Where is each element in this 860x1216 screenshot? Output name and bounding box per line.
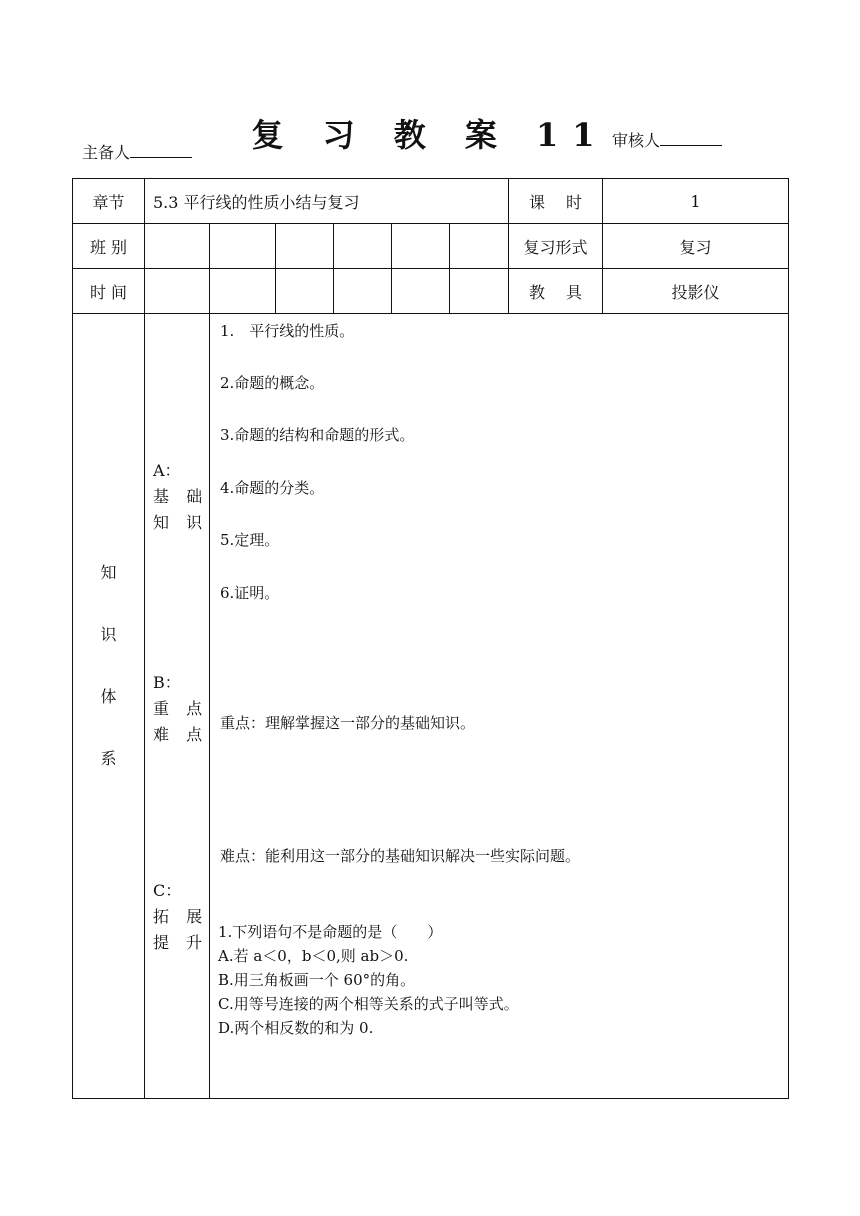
category-b-line2: 难 点: [153, 725, 209, 744]
category-c-line2: 提 升: [153, 933, 209, 952]
category-c: [153, 878, 208, 956]
class-cell: [392, 224, 450, 269]
category-a-label: A：: [153, 461, 181, 480]
tools-value: 投影仪: [603, 269, 789, 314]
category-column: [145, 314, 210, 1099]
section-char: 知: [100, 563, 117, 582]
chapter-label: 章节: [73, 179, 145, 224]
lesson-plan-table: [72, 178, 789, 1099]
chapter-row: [73, 179, 789, 224]
class-cell: [334, 224, 392, 269]
category-b-label: B：: [153, 673, 181, 692]
reviewer-field: [612, 128, 722, 151]
exercise-option: B.用三角板画一个 60°的角。: [218, 971, 416, 989]
content-column: [210, 314, 789, 1099]
class-label: 班 别: [73, 224, 145, 269]
class-cell: [145, 224, 210, 269]
period-label: 课 时: [509, 179, 603, 224]
category-b-line1: 重 点: [153, 699, 209, 718]
time-row: [73, 269, 789, 314]
category-a-line1: 基 础: [153, 487, 209, 506]
basic-item: 4.命题的分类。: [220, 479, 325, 497]
basic-item: 2.命题的概念。: [220, 374, 325, 392]
category-a-line2: 知 识: [153, 513, 209, 532]
category-a: [153, 458, 208, 536]
time-cell: [276, 269, 334, 314]
section-char: 体: [100, 687, 117, 706]
basic-item: 6.证明。: [220, 584, 280, 602]
reviewer-label: 审核人: [612, 131, 661, 150]
exercise-block: [218, 920, 519, 1040]
exercise-option: C.用等号连接的两个相等关系的式子叫等式。: [218, 995, 519, 1013]
page-title: 复 习 教 案 11: [251, 116, 609, 154]
time-cell: [334, 269, 392, 314]
review-form-value: 复习: [603, 224, 789, 269]
section-char: 系: [100, 749, 117, 768]
category-c-label: C：: [153, 881, 182, 900]
preparer-label: 主备人: [82, 143, 131, 162]
section-char: 识: [100, 625, 117, 644]
review-form-label: 复习形式: [509, 224, 603, 269]
time-cell: [145, 269, 210, 314]
class-row: [73, 224, 789, 269]
class-cell: [450, 224, 509, 269]
exercise-question: 1.下列语句不是命题的是（ ）: [218, 923, 443, 941]
time-cell: [210, 269, 276, 314]
key-point: 重点：理解掌握这一部分的基础知识。: [220, 714, 476, 732]
time-label: 时 间: [73, 269, 145, 314]
tools-label: 教 具: [509, 269, 603, 314]
knowledge-system-label: [73, 314, 145, 1099]
period-value: 1: [603, 179, 789, 224]
class-cell: [276, 224, 334, 269]
basic-item: 3.命题的结构和命题的形式。: [220, 426, 415, 444]
basic-item: 1. 平行线的性质。: [220, 322, 355, 340]
class-cell: [210, 224, 276, 269]
category-b: [153, 670, 208, 748]
reviewer-blank: [660, 129, 722, 146]
exercise-option: A.若 a＜0，b＜0,则 ab＞0.: [218, 947, 409, 965]
time-cell: [392, 269, 450, 314]
difficult-point: 难点：能利用这一部分的基础知识解决一些实际问题。: [220, 847, 581, 865]
knowledge-row: [73, 314, 789, 1099]
time-cell: [450, 269, 509, 314]
exercise-option: D.两个相反数的和为 0.: [218, 1019, 374, 1037]
basic-item: 5.定理。: [220, 531, 280, 549]
chapter-value: 5.3 平行线的性质小结与复习: [145, 179, 509, 224]
category-c-line1: 拓 展: [153, 907, 209, 926]
